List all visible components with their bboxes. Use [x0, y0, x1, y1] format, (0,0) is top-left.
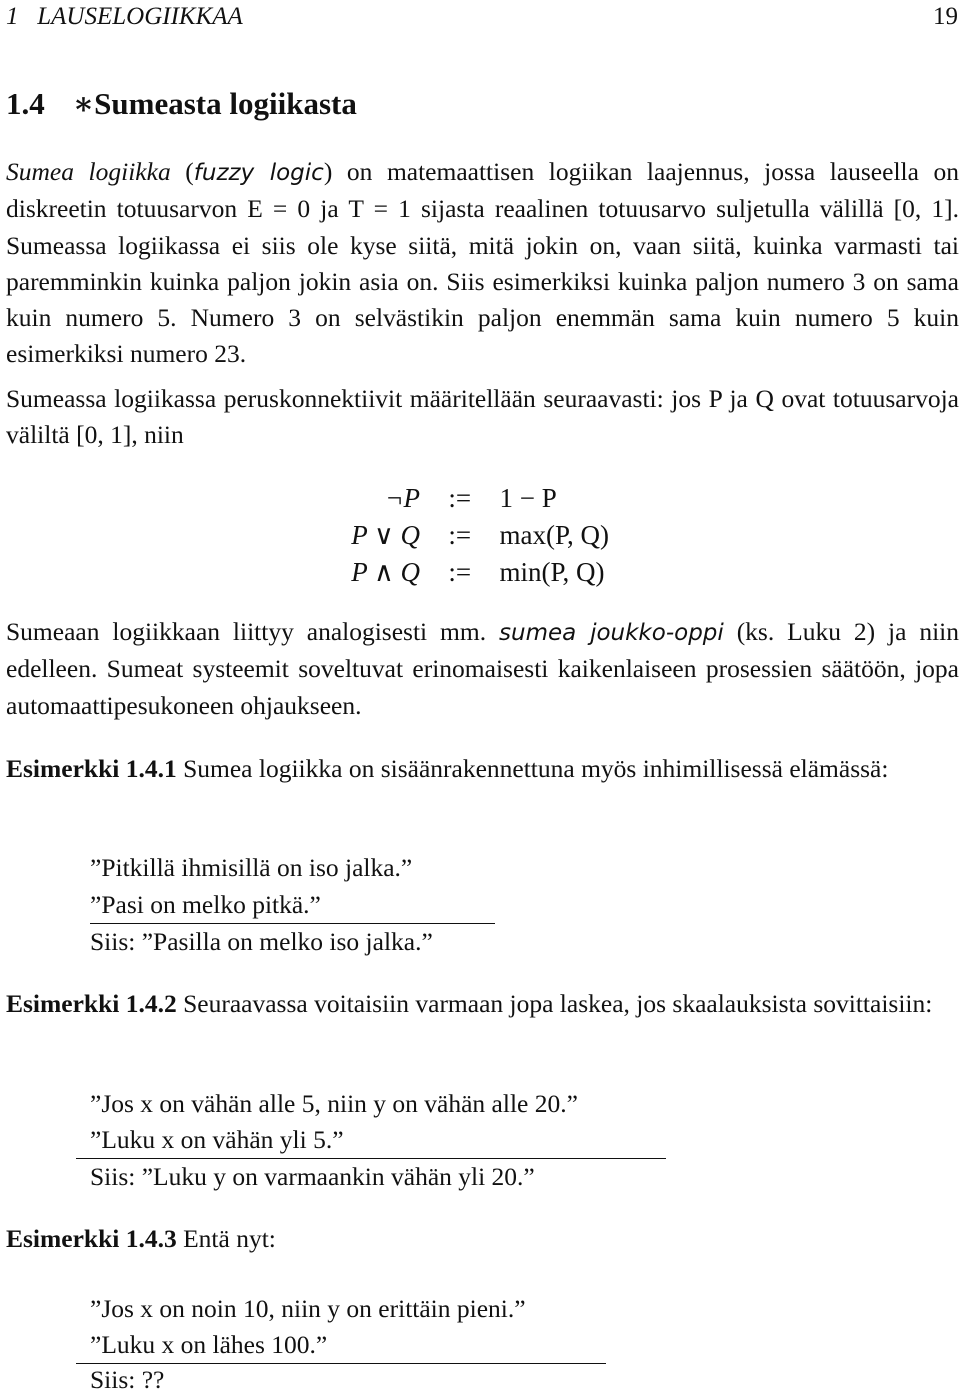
example-label: Esimerkki 1.4.1 [6, 754, 177, 783]
example-text: Sumea logiikka on sisäänrakennettuna myös inhimillisessä elämässä: [176, 754, 889, 783]
running-head [6, 2, 960, 34]
section-title-text: ∗Sumeasta logiikasta [72, 86, 357, 121]
eq-lhs: P ∧ Q [351, 557, 420, 587]
example-1-premise-1: ”Pitkillä ihmisillä on iso jalka.” [90, 853, 413, 882]
section-number: 1.4 [6, 86, 45, 121]
eq-rhs: max(P, Q) [499, 520, 609, 550]
intro-paragraph [6, 154, 959, 373]
section-title [6, 84, 357, 124]
connectives-text: Sumeassa logiikassa peruskonnektiivit määritellään seuraavasti: jos P ja Q ovat totuusarvoja väliltä [0, 1], niin [6, 384, 959, 450]
example-3-premise-2: ”Luku x on lähes 100.” [90, 1330, 328, 1359]
related-paragraph [6, 614, 959, 724]
example-1 [6, 751, 959, 787]
eq-rel: := [448, 483, 472, 513]
example-label: Esimerkki 1.4.3 [6, 1224, 177, 1253]
intro-term-english: fuzzy logic [193, 160, 324, 186]
example-text: Seuraavassa voitaisiin varmaan jopa laskea, jos skaalauksista sovittaisiin: [176, 989, 933, 1018]
example-label: Esimerkki 1.4.2 [6, 989, 177, 1018]
eq-rhs: min(P, Q) [499, 557, 605, 587]
connectives-paragraph [6, 381, 959, 454]
related-text: Sumeaan logiikkaan liittyy analogisesti mm. [6, 617, 500, 646]
eq-rel: := [448, 557, 472, 587]
example-2-conclusion: Siis: ”Luku y on varmaankin vähän yli 20.” [90, 1162, 535, 1191]
example-2 [6, 986, 959, 1022]
page-number: 19 [933, 3, 958, 30]
eq-rhs: 1 − P [499, 483, 557, 513]
example-2-premise-2: ”Luku x on vähän yli 5.” [90, 1125, 344, 1154]
equation-or [340, 517, 609, 553]
example-1-premise-2: ”Pasi on melko pitkä.” [90, 890, 321, 919]
eq-lhs: ¬P [385, 483, 420, 513]
eq-rel: := [448, 520, 472, 550]
eq-lhs: P ∨ Q [351, 520, 420, 550]
example-3-conclusion: Siis: ?? [90, 1365, 165, 1394]
example-3-premise-1: ”Jos x on noin 10, niin y on erittäin pieni.” [90, 1294, 526, 1323]
chapter-heading: 1 LAUSELOGIIKKAA [6, 3, 243, 30]
equation-not [340, 480, 557, 516]
intro-paren: ( [170, 157, 194, 186]
example-1-conclusion: Siis: ”Pasilla on melko iso jalka.” [90, 927, 433, 956]
equation-and [340, 554, 605, 590]
intro-term: Sumea logiikka [6, 157, 171, 186]
example-3 [6, 1221, 959, 1257]
intro-text: ) on matemaattisen logiikan laajennus, jossa lauseella on diskreetin totuusarvon E = 0 ja T = 1 sijasta reaalinen totuusarvo suljetulla välillä [0, 1]. Sumeassa logiikassa ei siis ole kyse siitä, mitä jokin on, vaan siitä, kuinka varmasti tai paremminkin kuinka paljon jokin asia on. Siis esimerkiksi kuinka paljon numero 3 on sama kuin numero 5. Numero 3 on selvästikin paljon enemmän sama kuin numero 5 kuin esimerkiksi numero 23. [6, 157, 960, 369]
example-2-premise-1: ”Jos x on vähän alle 5, niin y on vähän alle 20.” [90, 1089, 578, 1118]
example-text: Entä nyt: [176, 1224, 276, 1253]
related-term: sumea joukko-oppi [499, 620, 724, 646]
related-text-2: (ks. Luku 2) ja niin edelleen. Sumeat systeemit soveltuvat erinomaisesti kaikenlaiseen prosessien säätöön, jopa automaattipesukoneen ohjaukseen. [6, 617, 959, 720]
